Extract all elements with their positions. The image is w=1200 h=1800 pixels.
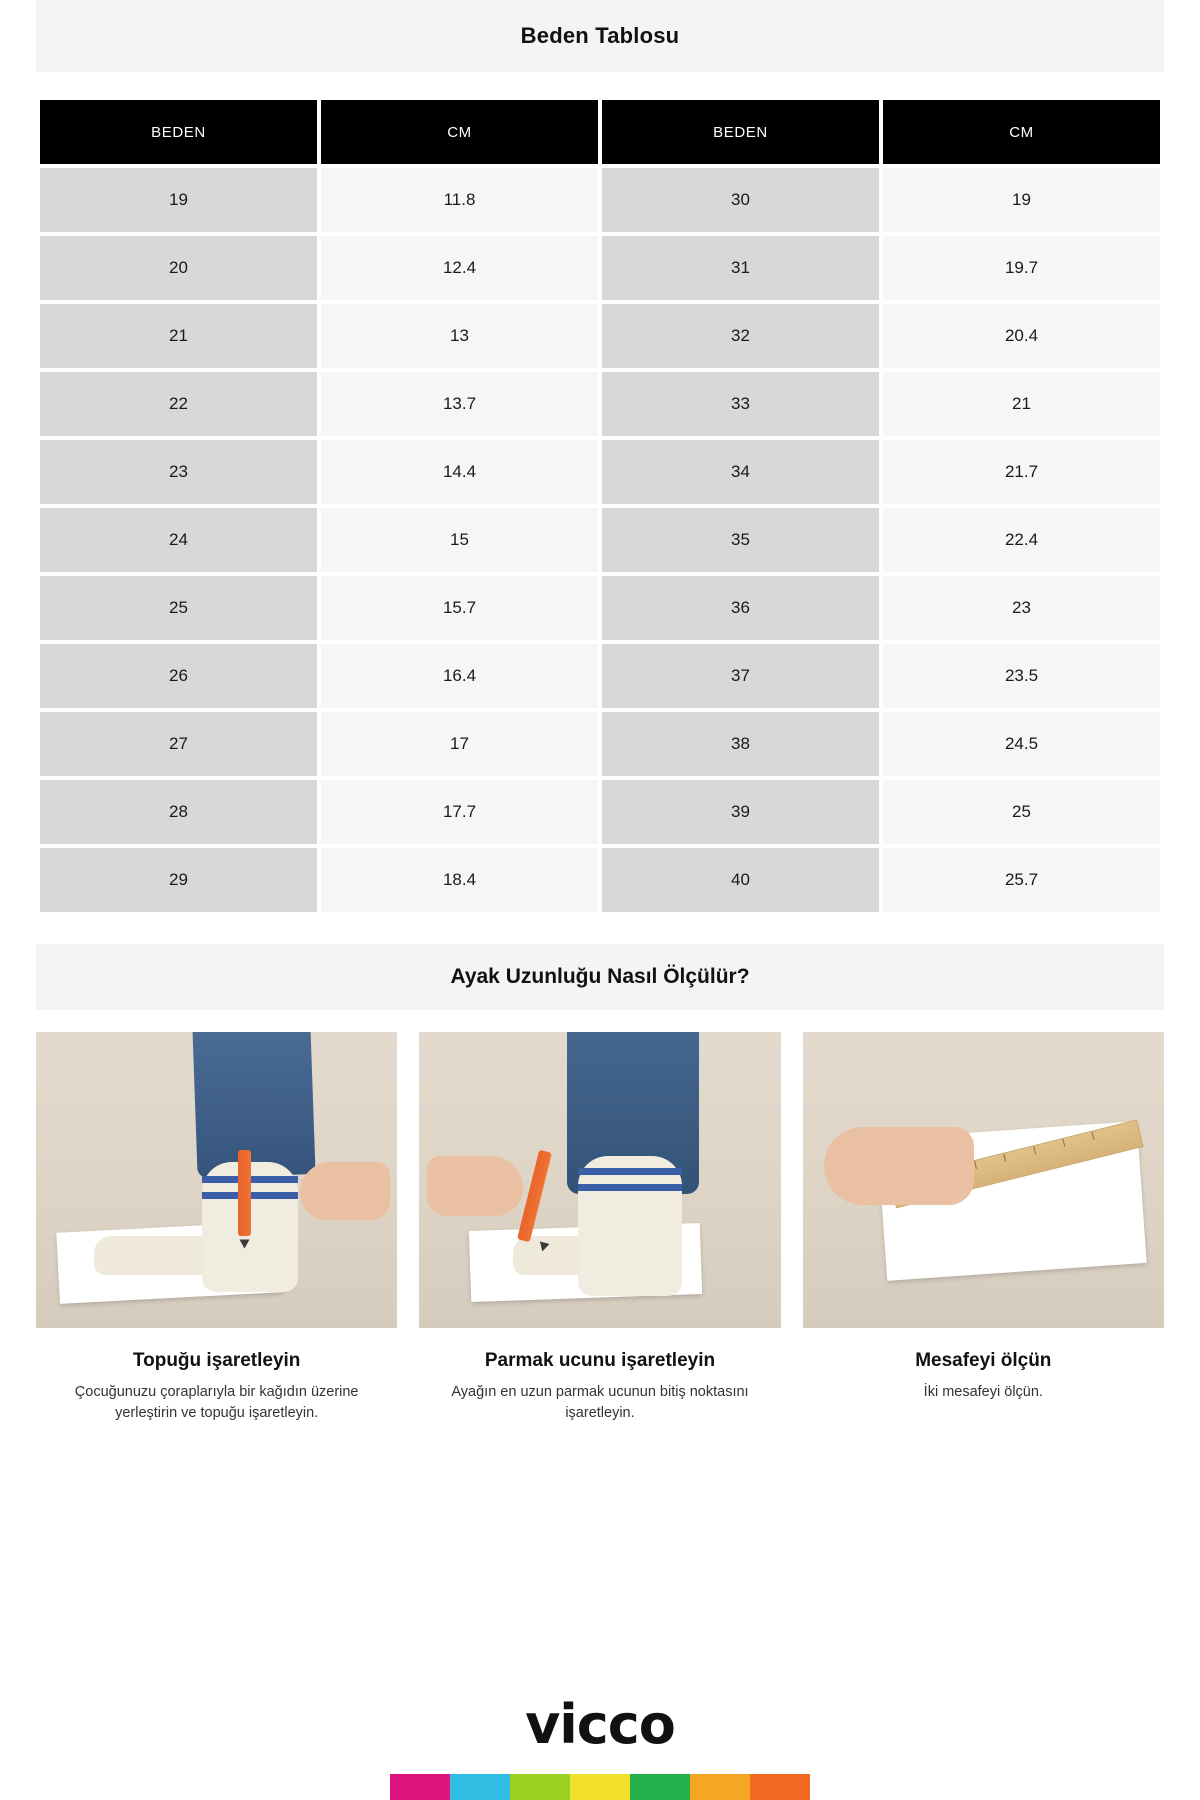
color-swatch-3 <box>510 1774 570 1800</box>
cell-cm: 15.7 <box>321 576 598 640</box>
cell-cm-2: 24.5 <box>883 712 1160 776</box>
cell-cm: 14.4 <box>321 440 598 504</box>
ruler-tick <box>1063 1139 1066 1147</box>
measure-step-3 <box>803 1032 1164 1424</box>
cell-cm-2: 23.5 <box>883 644 1160 708</box>
cell-cm: 17 <box>321 712 598 776</box>
footer <box>0 1693 1200 1800</box>
color-swatch-4 <box>570 1774 630 1800</box>
table-row <box>40 712 1160 776</box>
size-table-header <box>36 0 1164 72</box>
ruler-tick <box>1004 1154 1007 1162</box>
table-row <box>40 780 1160 844</box>
page-title: Beden Tablosu <box>520 23 680 48</box>
step-3-photo <box>803 1032 1164 1328</box>
cell-beden: 24 <box>40 508 317 572</box>
cell-cm: 13 <box>321 304 598 368</box>
cell-beden-2: 31 <box>602 236 879 300</box>
column-header-cm-2: CM <box>883 100 1160 164</box>
cell-cm-2: 23 <box>883 576 1160 640</box>
size-table-container <box>36 96 1164 916</box>
cell-beden-2: 34 <box>602 440 879 504</box>
pencil-tip <box>240 1240 250 1249</box>
table-row <box>40 440 1160 504</box>
color-swatch-5 <box>630 1774 690 1800</box>
table-header-row <box>40 100 1160 164</box>
table-row <box>40 236 1160 300</box>
cell-cm: 17.7 <box>321 780 598 844</box>
cell-beden-2: 36 <box>602 576 879 640</box>
cell-beden: 19 <box>40 168 317 232</box>
size-table-body <box>40 168 1160 912</box>
cell-beden-2: 32 <box>602 304 879 368</box>
column-header-beden-2: BEDEN <box>602 100 879 164</box>
measure-step-2 <box>419 1032 780 1424</box>
brand-color-bar <box>390 1774 810 1800</box>
hand <box>300 1162 390 1220</box>
measure-step-1 <box>36 1032 397 1424</box>
cell-cm-2: 19 <box>883 168 1160 232</box>
hand <box>824 1127 974 1205</box>
table-row <box>40 644 1160 708</box>
cell-beden: 28 <box>40 780 317 844</box>
measure-section-header <box>36 944 1164 1010</box>
cell-beden-2: 40 <box>602 848 879 912</box>
cell-cm-2: 20.4 <box>883 304 1160 368</box>
cell-cm-2: 19.7 <box>883 236 1160 300</box>
step-2-title: Parmak ucunu işaretleyin <box>484 1350 716 1371</box>
cell-beden-2: 37 <box>602 644 879 708</box>
cell-cm: 15 <box>321 508 598 572</box>
step-2-photo <box>419 1032 780 1328</box>
cell-beden: 21 <box>40 304 317 368</box>
table-row <box>40 848 1160 912</box>
measure-title: Ayak Uzunluğu Nasıl Ölçülür? <box>450 965 750 988</box>
cell-cm-2: 21.7 <box>883 440 1160 504</box>
ruler-tick <box>974 1161 977 1169</box>
color-swatch-7 <box>750 1774 810 1800</box>
cell-cm-2: 25 <box>883 780 1160 844</box>
cell-beden-2: 35 <box>602 508 879 572</box>
column-header-beden-1: BEDEN <box>40 100 317 164</box>
step-1-title: Topuğu işaretleyin <box>132 1350 301 1371</box>
column-header-cm-1: CM <box>321 100 598 164</box>
step-3-title: Mesafeyi ölçün <box>915 1350 1052 1371</box>
color-swatch-2 <box>450 1774 510 1800</box>
cell-beden-2: 30 <box>602 168 879 232</box>
sock <box>578 1156 682 1296</box>
cell-beden: 20 <box>40 236 317 300</box>
table-row <box>40 372 1160 436</box>
ruler-tick <box>1033 1147 1036 1155</box>
step-1-photo <box>36 1032 397 1328</box>
cell-cm: 16.4 <box>321 644 598 708</box>
cell-cm: 18.4 <box>321 848 598 912</box>
hand <box>427 1156 523 1216</box>
cell-beden-2: 38 <box>602 712 879 776</box>
pencil <box>238 1150 251 1236</box>
table-row <box>40 304 1160 368</box>
color-swatch-6 <box>690 1774 750 1800</box>
cell-beden: 26 <box>40 644 317 708</box>
size-table-head <box>40 100 1160 164</box>
sock-stripe <box>578 1184 682 1191</box>
table-row <box>40 508 1160 572</box>
cell-cm-2: 21 <box>883 372 1160 436</box>
measure-steps <box>36 1032 1164 1424</box>
step-1-description: Çocuğunuzu çoraplarıyla bir kağıdın üzerine yerleştirin ve topuğu işaretleyin. <box>74 1384 359 1422</box>
cell-cm: 12.4 <box>321 236 598 300</box>
ruler-tick <box>1092 1132 1095 1140</box>
cell-beden: 23 <box>40 440 317 504</box>
cell-cm: 11.8 <box>321 168 598 232</box>
cell-beden-2: 39 <box>602 780 879 844</box>
table-row <box>40 168 1160 232</box>
cell-cm-2: 25.7 <box>883 848 1160 912</box>
cell-beden: 29 <box>40 848 317 912</box>
table-row <box>40 576 1160 640</box>
cell-cm: 13.7 <box>321 372 598 436</box>
cell-beden: 22 <box>40 372 317 436</box>
cell-cm-2: 22.4 <box>883 508 1160 572</box>
cell-beden-2: 33 <box>602 372 879 436</box>
step-3-description: İki mesafeyi ölçün. <box>923 1384 1043 1400</box>
cell-beden: 27 <box>40 712 317 776</box>
step-2-description: Ayağın en uzun parmak ucunun bitiş noktasını işaretleyin. <box>451 1384 749 1422</box>
cell-beden: 25 <box>40 576 317 640</box>
sock-stripe <box>578 1168 682 1175</box>
color-swatch-1 <box>390 1774 450 1800</box>
jeans-leg <box>192 1032 315 1178</box>
size-table <box>36 96 1164 916</box>
brand-logo: vicco <box>525 1693 675 1756</box>
